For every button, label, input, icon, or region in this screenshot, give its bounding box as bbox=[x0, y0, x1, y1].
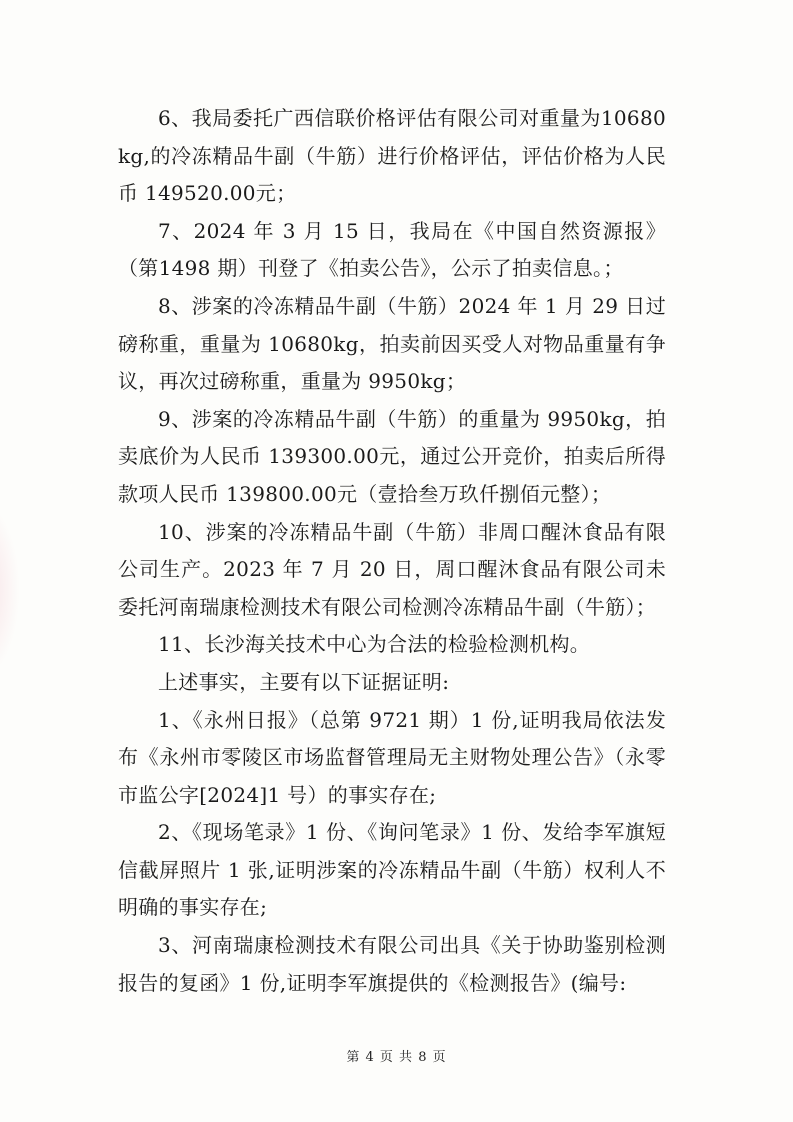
paragraph-item-11: 11、长沙海关技术中心为合法的检验检测机构。 bbox=[158, 632, 591, 657]
evidence-item-3: 3、河南瑞康检测技术有限公司出具《关于协助鉴别检测报告的复函》1 份,证明李军旗提供的《检测报告》(编号: bbox=[118, 933, 666, 995]
evidence-item-2: 2、《现场笔录》1 份、《询问笔录》1 份、发给李军旗短信截屏照片 1 张,证明涉案的冷冻精品牛副（牛筋）权利人不明确的事实存在; bbox=[118, 820, 666, 920]
page-number-footer: 第 4 页 共 8 页 bbox=[346, 1050, 447, 1065]
paragraph-item-6: 6、我局委托广西信联价格评估有限公司对重量为10680kg,的冷冻精品牛副（牛筋）进行价格评估，评估价格为人民币 149520.00元； bbox=[118, 106, 666, 206]
paragraph-item-9: 9、涉案的冷冻精品牛副（牛筋）的重量为 9950kg，拍卖底价为人民币 139300.00元，通过公开竞价，拍卖后所得款项人民币 139800.00元（壹拾叁万玖仟捌佰元整）； bbox=[118, 406, 666, 506]
evidence-item-1: 1、《永州日报》（总第 9721 期）1 份,证明我局依法发布《永州市零陵区市场监督管理局无主财物处理公告》（永零市监公字[2024]1 号）的事实存在; bbox=[118, 707, 666, 807]
paragraph-item-10: 10、涉案的冷冻精品牛副（牛筋）非周口醒沐食品有限公司生产。2023 年 7 月 20 日，周口醒沐食品有限公司未委托河南瑞康检测技术有限公司检测冷冻精品牛副（牛筋）； bbox=[118, 519, 666, 619]
paragraph-item-7: 7、2024 年 3 月 15 日，我局在《中国自然资源报》（第1498 期）刊登了《拍卖公告》，公示了拍卖信息。； bbox=[118, 218, 666, 281]
paragraph-item-8: 8、涉案的冷冻精品牛副（牛筋）2024 年 1 月 29 日过磅称重，重量为 10680kg，拍卖前因买受人对物品重量有争议，再次过磅称重，重量为 9950kg； bbox=[118, 293, 666, 394]
paper-stain bbox=[0, 500, 20, 680]
evidence-intro: 上述事实，主要有以下证据证明: bbox=[158, 669, 450, 694]
document-body bbox=[118, 100, 666, 1002]
